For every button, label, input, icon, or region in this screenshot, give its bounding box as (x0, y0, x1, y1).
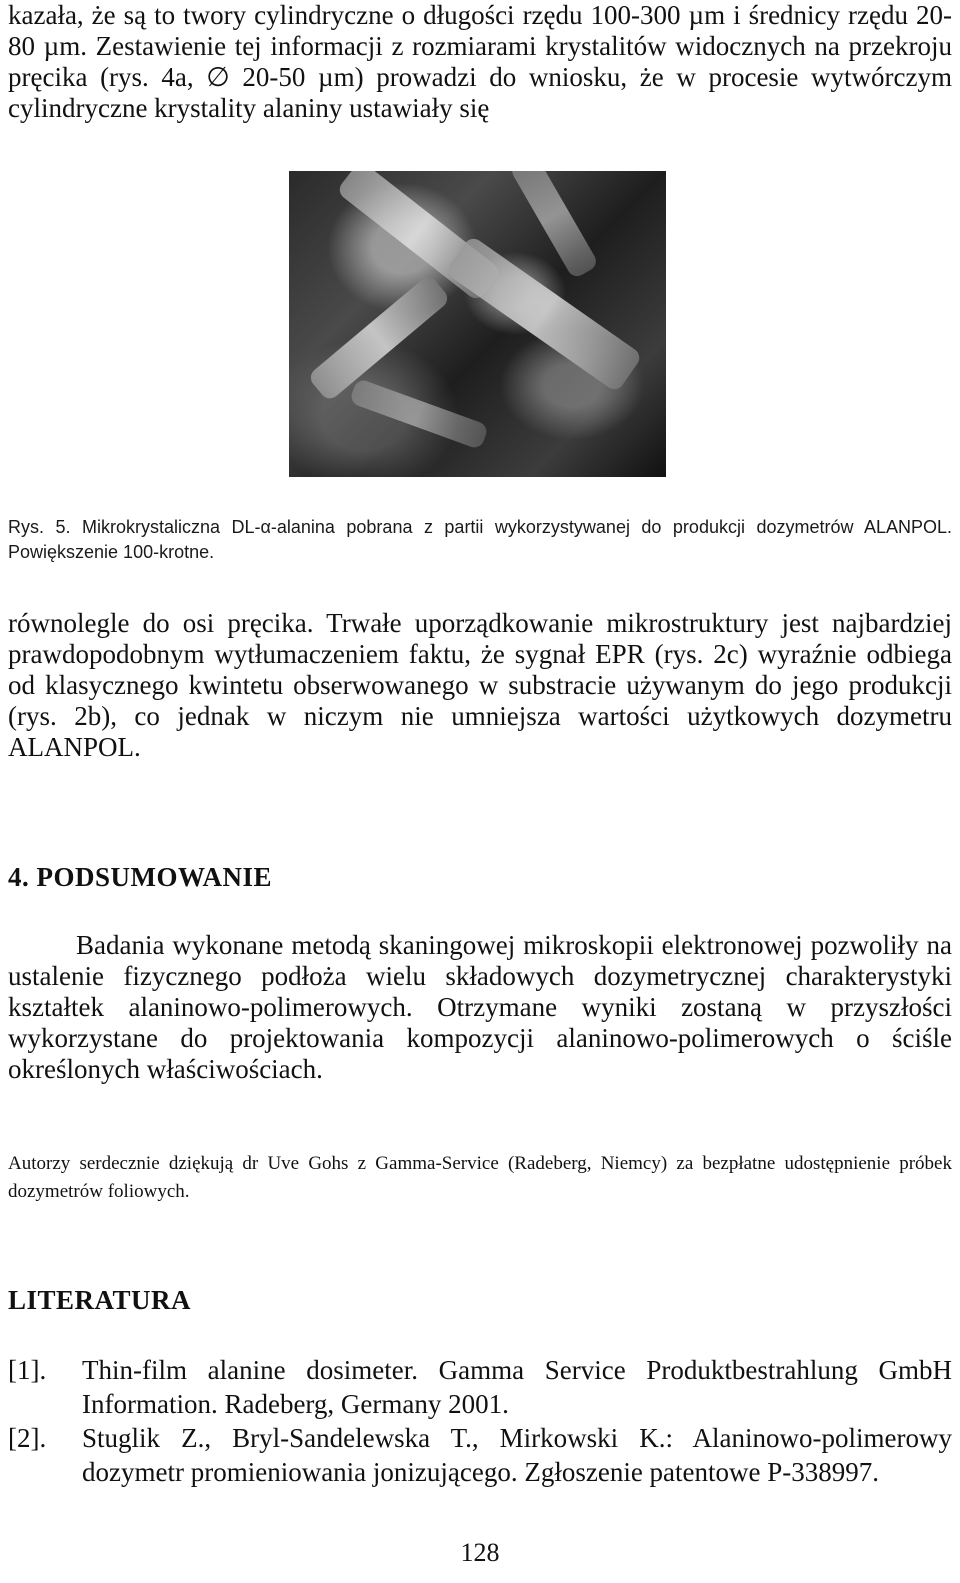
page-number: 128 (460, 1538, 500, 1567)
crystal-shape (509, 171, 600, 280)
reference-number: [1]. (8, 1355, 47, 1385)
crystal-shape (349, 378, 489, 450)
reference-item (8, 1353, 952, 1421)
continuation-paragraph: równolegle do osi pręcika. Trwałe uporządkowanie mikrostruktury jest najbardziej prawdopodobnym wytłumaczeniem faktu, że sygnał EPR (rys. 2c) wyraźnie odbiega od klasycznego kwintetu obserwowanego w substracie używanym do jego produkcji (rys. 2b), co jednak w niczym nie umniejsza wartości użytkowych dozymetru ALANPOL. (8, 608, 952, 762)
reference-text: Thin-film alanine dosimeter. Gamma Service Produktbestrahlung GmbH Information. Radeberg, Germany 2001. (82, 1355, 952, 1419)
acknowledgement-text: Autorzy serdecznie dziękują dr Uve Gohs z Gamma-Service (Radeberg, Niemcy) za bezpłatne udostępnienie próbek dozymetrów foliowych. (8, 1153, 952, 1202)
summary-heading: 4. PODSUMOWANIE (8, 862, 273, 892)
crystal-shape (307, 274, 451, 403)
reference-list (8, 1353, 952, 1489)
reference-text: Stuglik Z., Bryl-Sandelewska T., Mirkowski K.: Alaninowo-polimerowy dozymetr promieniowania jonizującego. Zgłoszenie patentowe P-338997. (82, 1423, 952, 1487)
intro-paragraph: kazała, że są to twory cylindryczne o długości rzędu 100-300 µm i średnicy rzędu 20-80 µm. Zestawienie tej informacji z rozmiarami krystalitów widocznych na przekroju pręcika (rys. 4a, ∅ 20-50 µm) prowadzi do wniosku, że w procesie wytwórczym cylindryczne krystality alaniny ustawiały się (8, 0, 952, 123)
summary-paragraph: Badania wykonane metodą skaningowej mikroskopii elektronowej pozwoliły na ustalenie fizycznego podłoża wielu składowych dozymetrycznej charakterystyki kształtek alaninowo-polimerowych. Otrzymane wyniki zostaną w przyszłości wykorzystane do projektowania kompozycji alaninowo-polimerowych o ściśle określonych właściwościach. (8, 930, 952, 1084)
crystal-shape (445, 235, 643, 393)
reference-item (8, 1421, 952, 1489)
literature-heading: LITERATURA (8, 1285, 192, 1315)
micrograph-image (289, 171, 666, 477)
figure-caption: Rys. 5. Mikrokrystaliczna DL-α-alanina pobrana z partii wykorzystywanej do produkcji dozymetrów ALANPOL. Powiększenie 100-krotne. (8, 517, 952, 562)
reference-number: [2]. (8, 1423, 47, 1453)
